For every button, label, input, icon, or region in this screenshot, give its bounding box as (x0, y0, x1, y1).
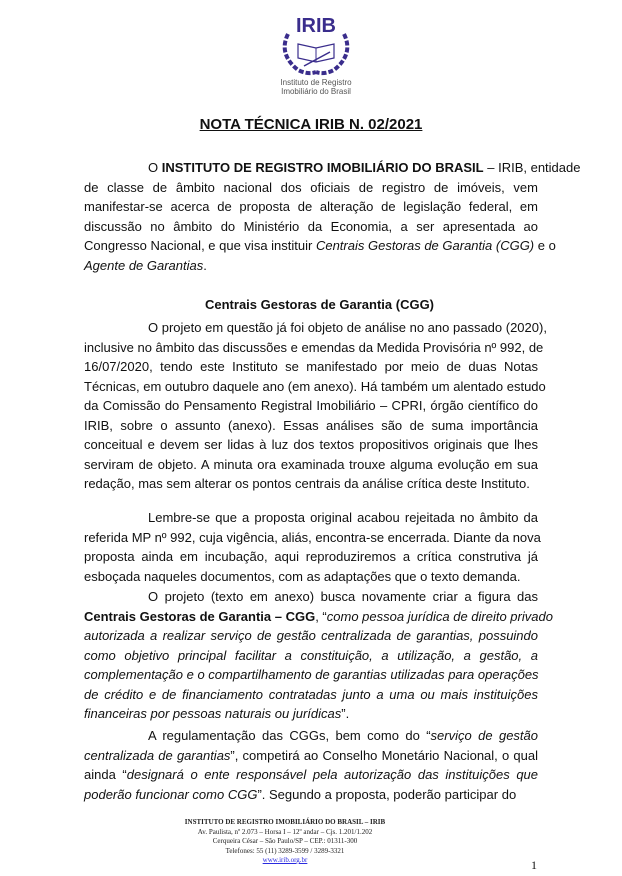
text: de classe de âmbito nacional dos oficiais de registro de imóveis, vem (84, 179, 538, 195)
paragraph-2-line (84, 359, 538, 375)
paragraph-4-line (84, 667, 538, 683)
logo-text: IRIB (296, 15, 336, 37)
paragraph-4-line (84, 628, 538, 644)
text: Congresso Nacional, e que visa instituir (84, 238, 316, 253)
laurel-book-emblem-icon (268, 12, 364, 78)
paragraph-2-line (84, 398, 538, 414)
text: . (203, 257, 207, 273)
paragraph-1-line (84, 180, 538, 196)
text: esboçada naqueles documentos, com as adaptações que o texto demanda. (84, 568, 521, 584)
bold-text: INSTITUTO DE REGISTRO IMOBILIÁRIO DO BRASIL (161, 160, 484, 175)
paragraph-2-line (84, 378, 546, 395)
paragraph-2-line (148, 320, 547, 336)
text: O projeto (texto em anexo) busca novamente criar a figura das (148, 589, 538, 604)
document-title: NOTA TÉCNICA IRIB N. 02/2021 (199, 116, 423, 133)
bold-text: Centrais Gestoras de Garantia – CGG (84, 608, 316, 624)
text: discussão no âmbito do Ministério da Economia, a ser apresentada ao (84, 218, 538, 234)
paragraph-4-line (84, 608, 553, 625)
paragraph-2-line (84, 457, 538, 473)
text: serviram de objeto. A minuta ora examinada trouxe alguma evolução em sua (84, 456, 538, 472)
paragraph-5-line (84, 767, 538, 783)
text: ”. Segundo a proposta, poderão participar do (257, 786, 517, 802)
paragraph-2-line (84, 339, 544, 356)
footer-address-line1: Av. Paulista, nº 2.073 – Horsa I – 12º andar – Cjs. 1.201/1.202 (197, 827, 373, 836)
paragraph-4-line (84, 687, 538, 703)
text: 16/07/2020, tendo este Instituto se manifestado por meio de duas Notas (84, 359, 538, 374)
paragraph-3-line (148, 510, 538, 526)
italic-text: como objetivo principal facilitar a constituição, a utilização, a gestão, a (84, 647, 538, 663)
text: ”, competirá ao Conselho Monetário Nacional, o qual (230, 747, 538, 763)
paragraph-3-line (84, 569, 538, 585)
text: Técnicas, em outubro daquele ano (em anexo). Há também um alentado estudo (84, 378, 546, 394)
italic-text: de crédito e de financiamento contratadas junto a uma ou mais instituições (84, 686, 538, 702)
italic-text: designará o ente responsável pela autorização das instituições que (126, 767, 539, 782)
text: referida MP nº 992, cuja vigência, aliás, encontra-se encerrada. Diante da nova (84, 529, 541, 545)
paragraph-2-line (84, 476, 538, 492)
text: ”. (341, 706, 350, 721)
footer-org: INSTITUTO DE REGISTRO IMOBILIÁRIO DO BRASIL – IRIB (184, 818, 386, 826)
text: , “ (315, 608, 327, 624)
irib-logo (268, 12, 364, 98)
footer-website-link[interactable]: www.irib.org.br (262, 856, 308, 864)
footer-address-line2: Cerqueira César – São Paulo/SP – CEP.: 01311-300 (212, 837, 358, 845)
text: IRIB, sobre o assunto (anexo). Essas análises são de suma importância (84, 417, 538, 433)
page-footer (80, 818, 490, 866)
paragraph-1-line (84, 238, 556, 254)
text: da Comissão do Pensamento Registral Imobiliário – CPRI, órgão científico do (84, 398, 538, 413)
paragraph-1-line (84, 199, 538, 215)
text: O (148, 160, 162, 175)
section-heading: Centrais Gestoras de Garantia (CGG) (205, 297, 435, 312)
text: proposta ainda em incubação, aqui reproduziremos a crítica construtiva já (84, 549, 538, 564)
logo-caption-line2: Imobiliário do Brasil (281, 87, 351, 96)
text: O projeto em questão já foi objeto de análise no ano passado (2020), (148, 320, 547, 335)
text: e o (534, 238, 556, 253)
italic-text: Agente de Garantias (84, 257, 204, 273)
paragraph-5-line (84, 787, 538, 803)
italic-text: complementação e o compartilhamento de garantias utilizadas para operações (84, 667, 539, 682)
paragraph-4-line (148, 589, 538, 605)
text: conceitual e devem ser lidas à luz dos textos propositivos originais que lhes (84, 437, 538, 452)
paragraph-1-line (148, 160, 581, 176)
text: ainda “ (84, 767, 127, 782)
paragraph-3-line (84, 529, 541, 546)
text: inclusive no âmbito das discussões e emendas da Medida Provisória nº 992, de (84, 339, 544, 355)
paragraph-5-line (148, 728, 538, 744)
text: Lembre-se que a proposta original acabou rejeitada no âmbito da (148, 510, 538, 525)
italic-text: poderão funcionar como CGG (84, 786, 258, 802)
footer-phones: Telefones: 55 (11) 3289-3599 / 3289-3321 (225, 846, 345, 855)
logo-caption-line1: Instituto de Registro (280, 78, 352, 87)
paragraph-1-line (84, 258, 538, 274)
italic-text: autorizada a realizar serviço de gestão centralizada de garantias, possuindo (84, 628, 538, 643)
paragraph-4-line (84, 648, 538, 664)
paragraph-4-line (84, 706, 538, 722)
paragraph-3-line (84, 549, 538, 565)
text: – IRIB, entidade (483, 160, 581, 175)
paragraph-2-line (84, 418, 538, 434)
text: manifestar-se acerca de proposta de alteração de legislação federal, em (84, 199, 538, 214)
paragraph-5-line (84, 748, 538, 764)
paragraph-1-line (84, 219, 538, 235)
italic-text: centralizada de garantias (84, 747, 231, 763)
paragraph-2-line (84, 437, 538, 453)
italic-text: serviço de gestão (430, 728, 538, 743)
text: redação, mas sem alterar os pontos centrais da análise crítica deste Instituto. (84, 476, 530, 491)
page-number: 1 (531, 858, 537, 872)
italic-text: como pessoa jurídica de direito privado (326, 608, 553, 624)
text: A regulamentação das CGGs, bem como do “ (148, 728, 431, 743)
italic-text: financeiras por pessoas naturais ou jurídicas (84, 706, 342, 721)
italic-text: Centrais Gestoras de Garantia (CGG) (315, 238, 535, 253)
